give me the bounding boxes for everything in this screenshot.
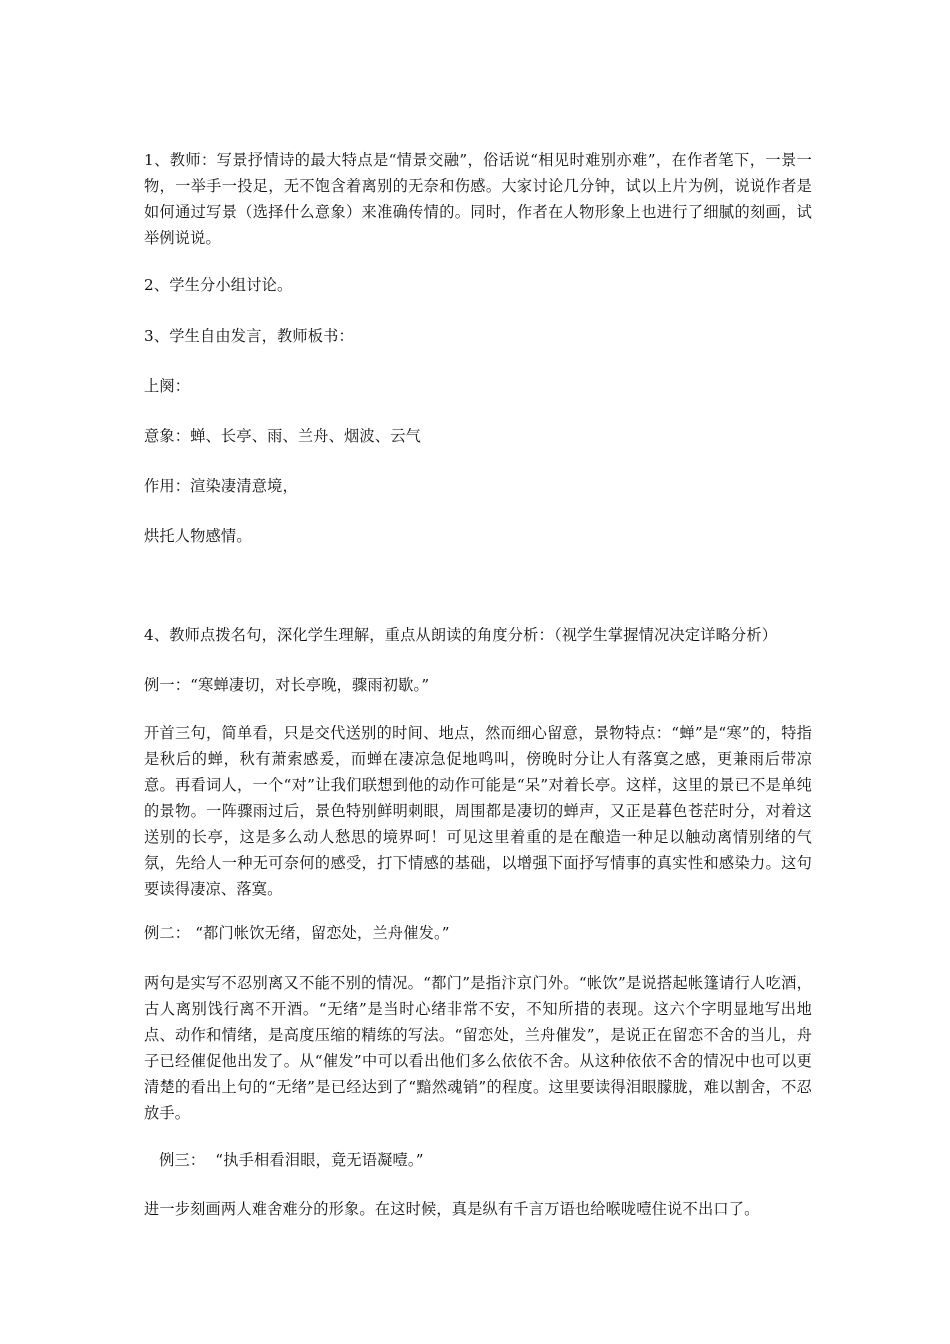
paragraph-example-one: 例一：“寒蝉凄切，对长亭晚，骤雨初歇。” [144,676,430,694]
paragraph-effect-continued: 烘托人物感情。 [144,527,252,545]
paragraph-effect: 作用：渲染凄清意境， [144,477,298,495]
paragraph-example-two-analysis: 两句是实写不忍别离又不能不别的情况。“都门”是指汴京门外。“帐饮”是说搭起帐篷请行人吃酒，古人离别饯行离不开酒。“无绪”是当时心绪非常不安，不知所措的表现。这六个字明显地写出地点、动作和情绪，是高度压缩的精练的写法。“留恋处，兰舟催发”，是说正在留恋不舍的当儿，舟子已经催促他出发了。从“催发”中可以看出他们多么依依不舍。从这种依依不舍的情况中也可以更清楚的看出上句的“无绪”是已经达到了“黯然魂销”的程度。这里要读得泪眼朦胧，难以割舍，不忍放手。 [144,974,812,1122]
paragraph-example-three-analysis: 进一步刻画两人难舍难分的形象。在这时候，真是纵有千言万语也给喉咙噎住说不出口了。 [144,1200,760,1218]
paragraph-1-teacher-prompt: 1、教师：写景抒情诗的最大特点是“情景交融”，俗话说“相见时难别亦难”，在作者笔下，一景一物，一举手一投足，无不饱含着离别的无奈和伤感。大家讨论几分钟，试以上片为例，说说作者是如何通过写景（选择什么意象）来准确传情的。同时，作者在人物形象上也进行了细腻的刻画，试举例说说。 [144,151,812,247]
paragraph-3-student-speech: 3、学生自由发言，教师板书： [144,327,354,345]
paragraph-upper-stanza-label: 上阕： [144,377,191,395]
paragraph-example-three: 例三： “执手相看泪眼，竟无语凝噎。” [144,1151,424,1169]
paragraph-imagery: 意象：蝉、长亭、雨、兰舟、烟波、云气 [144,427,421,445]
paragraph-example-two: 例二： “都门帐饮无绪，留恋处，兰舟催发。” [144,924,450,942]
paragraph-4-teacher-guidance: 4、教师点拨名句，深化学生理解，重点从朗读的角度分析：（视学生掌握情况决定详略分析） [144,626,778,644]
paragraph-2-group-discussion: 2、学生分小组讨论。 [144,276,293,294]
paragraph-example-one-analysis: 开首三句，简单看，只是交代送别的时间、地点，然而细心留意，景物特点：“蝉”是“寒”的，特指是秋后的蝉，秋有萧索感爰，而蝉在凄凉急促地鸣叫，傍晚时分让人有落寞之感，更兼雨后带凉意。再看词人，一个“对”让我们联想到他的动作可能是“呆”对着长亭。这样，这里的景已不是单纯的景物。一阵骤雨过后，景色特别鲜明刺眼，周围都是凄切的蝉声，又正是暮色苍茫时分，对着这送别的长亭，这是多么动人愁思的境界呵！可见这里着重的是在酿造一种足以触动离情别绪的气氛，先给人一种无可奈何的感受，打下情感的基础，以增强下面抒写情事的真实性和感染力。这句要读得凄凉、落寞。 [144,724,812,898]
